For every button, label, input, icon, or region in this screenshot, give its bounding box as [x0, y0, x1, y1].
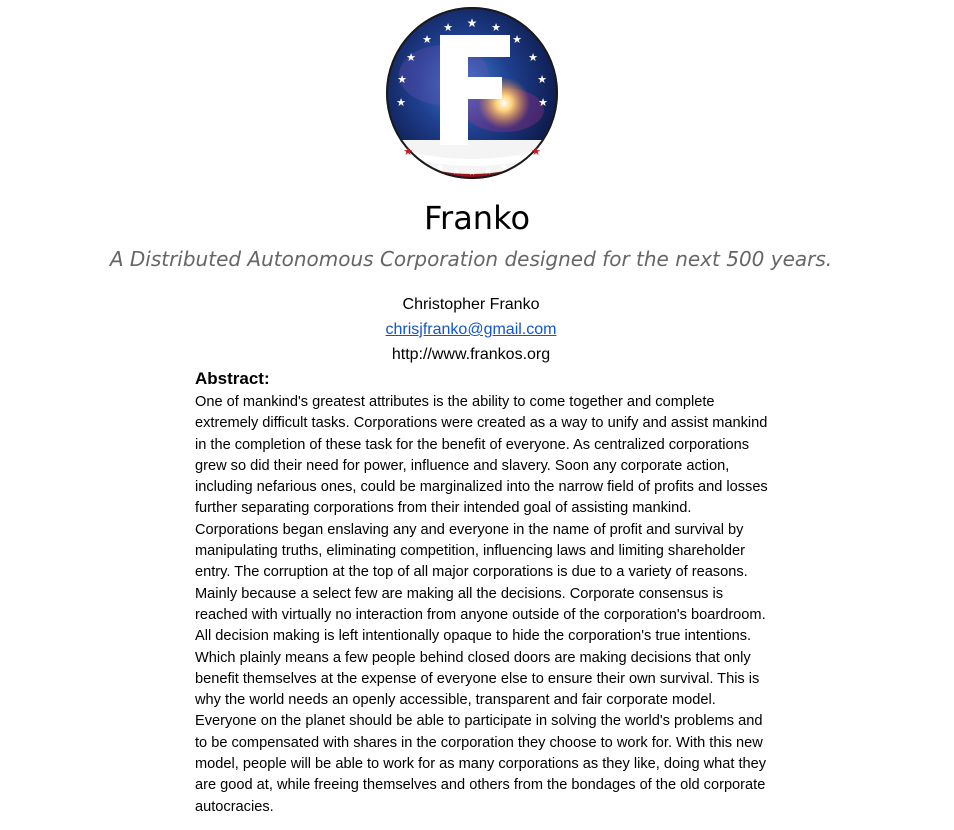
- svg-text:★: ★: [467, 168, 477, 178]
- abstract-line: reached with virtually no interaction from anyone outside of the corporation's boardroom.: [195, 606, 766, 623]
- svg-text:★: ★: [491, 21, 501, 34]
- abstract-line: including nefarious ones, could be marginalized into the narrow field of profits and losses: [195, 479, 768, 496]
- abstract-line: to be compensated with shares in the corporation they choose to work for. With this new: [195, 734, 763, 751]
- svg-text:★: ★: [528, 51, 538, 64]
- abstract-line: autocracies.: [195, 798, 274, 815]
- svg-text:★: ★: [538, 96, 548, 109]
- author-email: [0, 317, 942, 342]
- abstract-line: All decision making is left intentionally opaque to hide the corporation's true intentions.: [195, 628, 752, 645]
- abstract-line: why the world needs an openly accessible, transparent and fair corporate model.: [195, 692, 716, 709]
- svg-text:★: ★: [403, 145, 413, 158]
- author-website: http://www.frankos.org: [391, 346, 551, 363]
- abstract-line: are good at, while freeing themselves and others from the bondages of the old corporate: [195, 777, 766, 794]
- abstract-heading: Abstract:: [195, 369, 270, 388]
- abstract-body: [195, 392, 787, 818]
- author-name: Christopher Franko: [402, 296, 540, 313]
- abstract-line: Everyone on the planet should be able to participate in solving the world's problems and: [195, 713, 763, 730]
- abstract-line: One of mankind's greatest attributes is the ability to come together and complete: [195, 394, 715, 410]
- svg-text:★: ★: [466, 16, 478, 30]
- franko-star-logo-icon: [384, 5, 560, 181]
- svg-text:★: ★: [512, 33, 522, 46]
- page-title: Franko: [423, 199, 531, 237]
- svg-text:★: ★: [435, 163, 445, 173]
- svg-text:★: ★: [422, 33, 432, 46]
- abstract-line: Which plainly means a few people behind closed doors are making decisions that only: [195, 649, 751, 666]
- abstract-line: manipulating truths, eliminating competition, influencing laws and limiting shareholder: [195, 543, 745, 560]
- svg-text:★: ★: [451, 167, 461, 177]
- abstract-line: further separating corporations from their intended goal of assisting mankind.: [195, 500, 692, 517]
- svg-text:★: ★: [537, 73, 547, 86]
- svg-text:★: ★: [483, 167, 493, 177]
- svg-text:★: ★: [397, 73, 407, 86]
- franko-logo: [384, 5, 560, 181]
- svg-text:★: ★: [531, 145, 541, 158]
- abstract-line: entry. The corruption at the top of all major corporations is due to a variety of reasons.: [195, 564, 748, 581]
- svg-text:★: ★: [499, 163, 509, 173]
- abstract-line: grew so did their need for power, influence and slavery. Soon any corporate action,: [195, 457, 730, 474]
- svg-text:★: ★: [396, 96, 406, 109]
- svg-text:★: ★: [443, 21, 453, 34]
- author-email-link[interactable]: chrisjfranko@gmail.com: [385, 321, 557, 338]
- abstract-line: Mainly because a select few are making all the decisions. Corporate consensus is: [195, 585, 724, 602]
- abstract-line: extremely difficult tasks. Corporations were created as a way to unify and assist mankind: [195, 415, 768, 432]
- abstract-line: in the completion of these task for the benefit of everyone. As centralized corporations: [195, 436, 750, 453]
- abstract-line: model, people will be able to work for as many corporations as they like, doing what they: [195, 756, 767, 773]
- abstract-line: Corporations began enslaving any and everyone in the name of profit and survival by: [195, 521, 744, 538]
- abstract-line: benefit themselves at the expense of everyone else to ensure their own survival. This is: [195, 670, 760, 687]
- svg-text:★: ★: [406, 51, 416, 64]
- page-subtitle: A Distributed Autonomous Corporation designed for the next 500 years.: [109, 247, 833, 271]
